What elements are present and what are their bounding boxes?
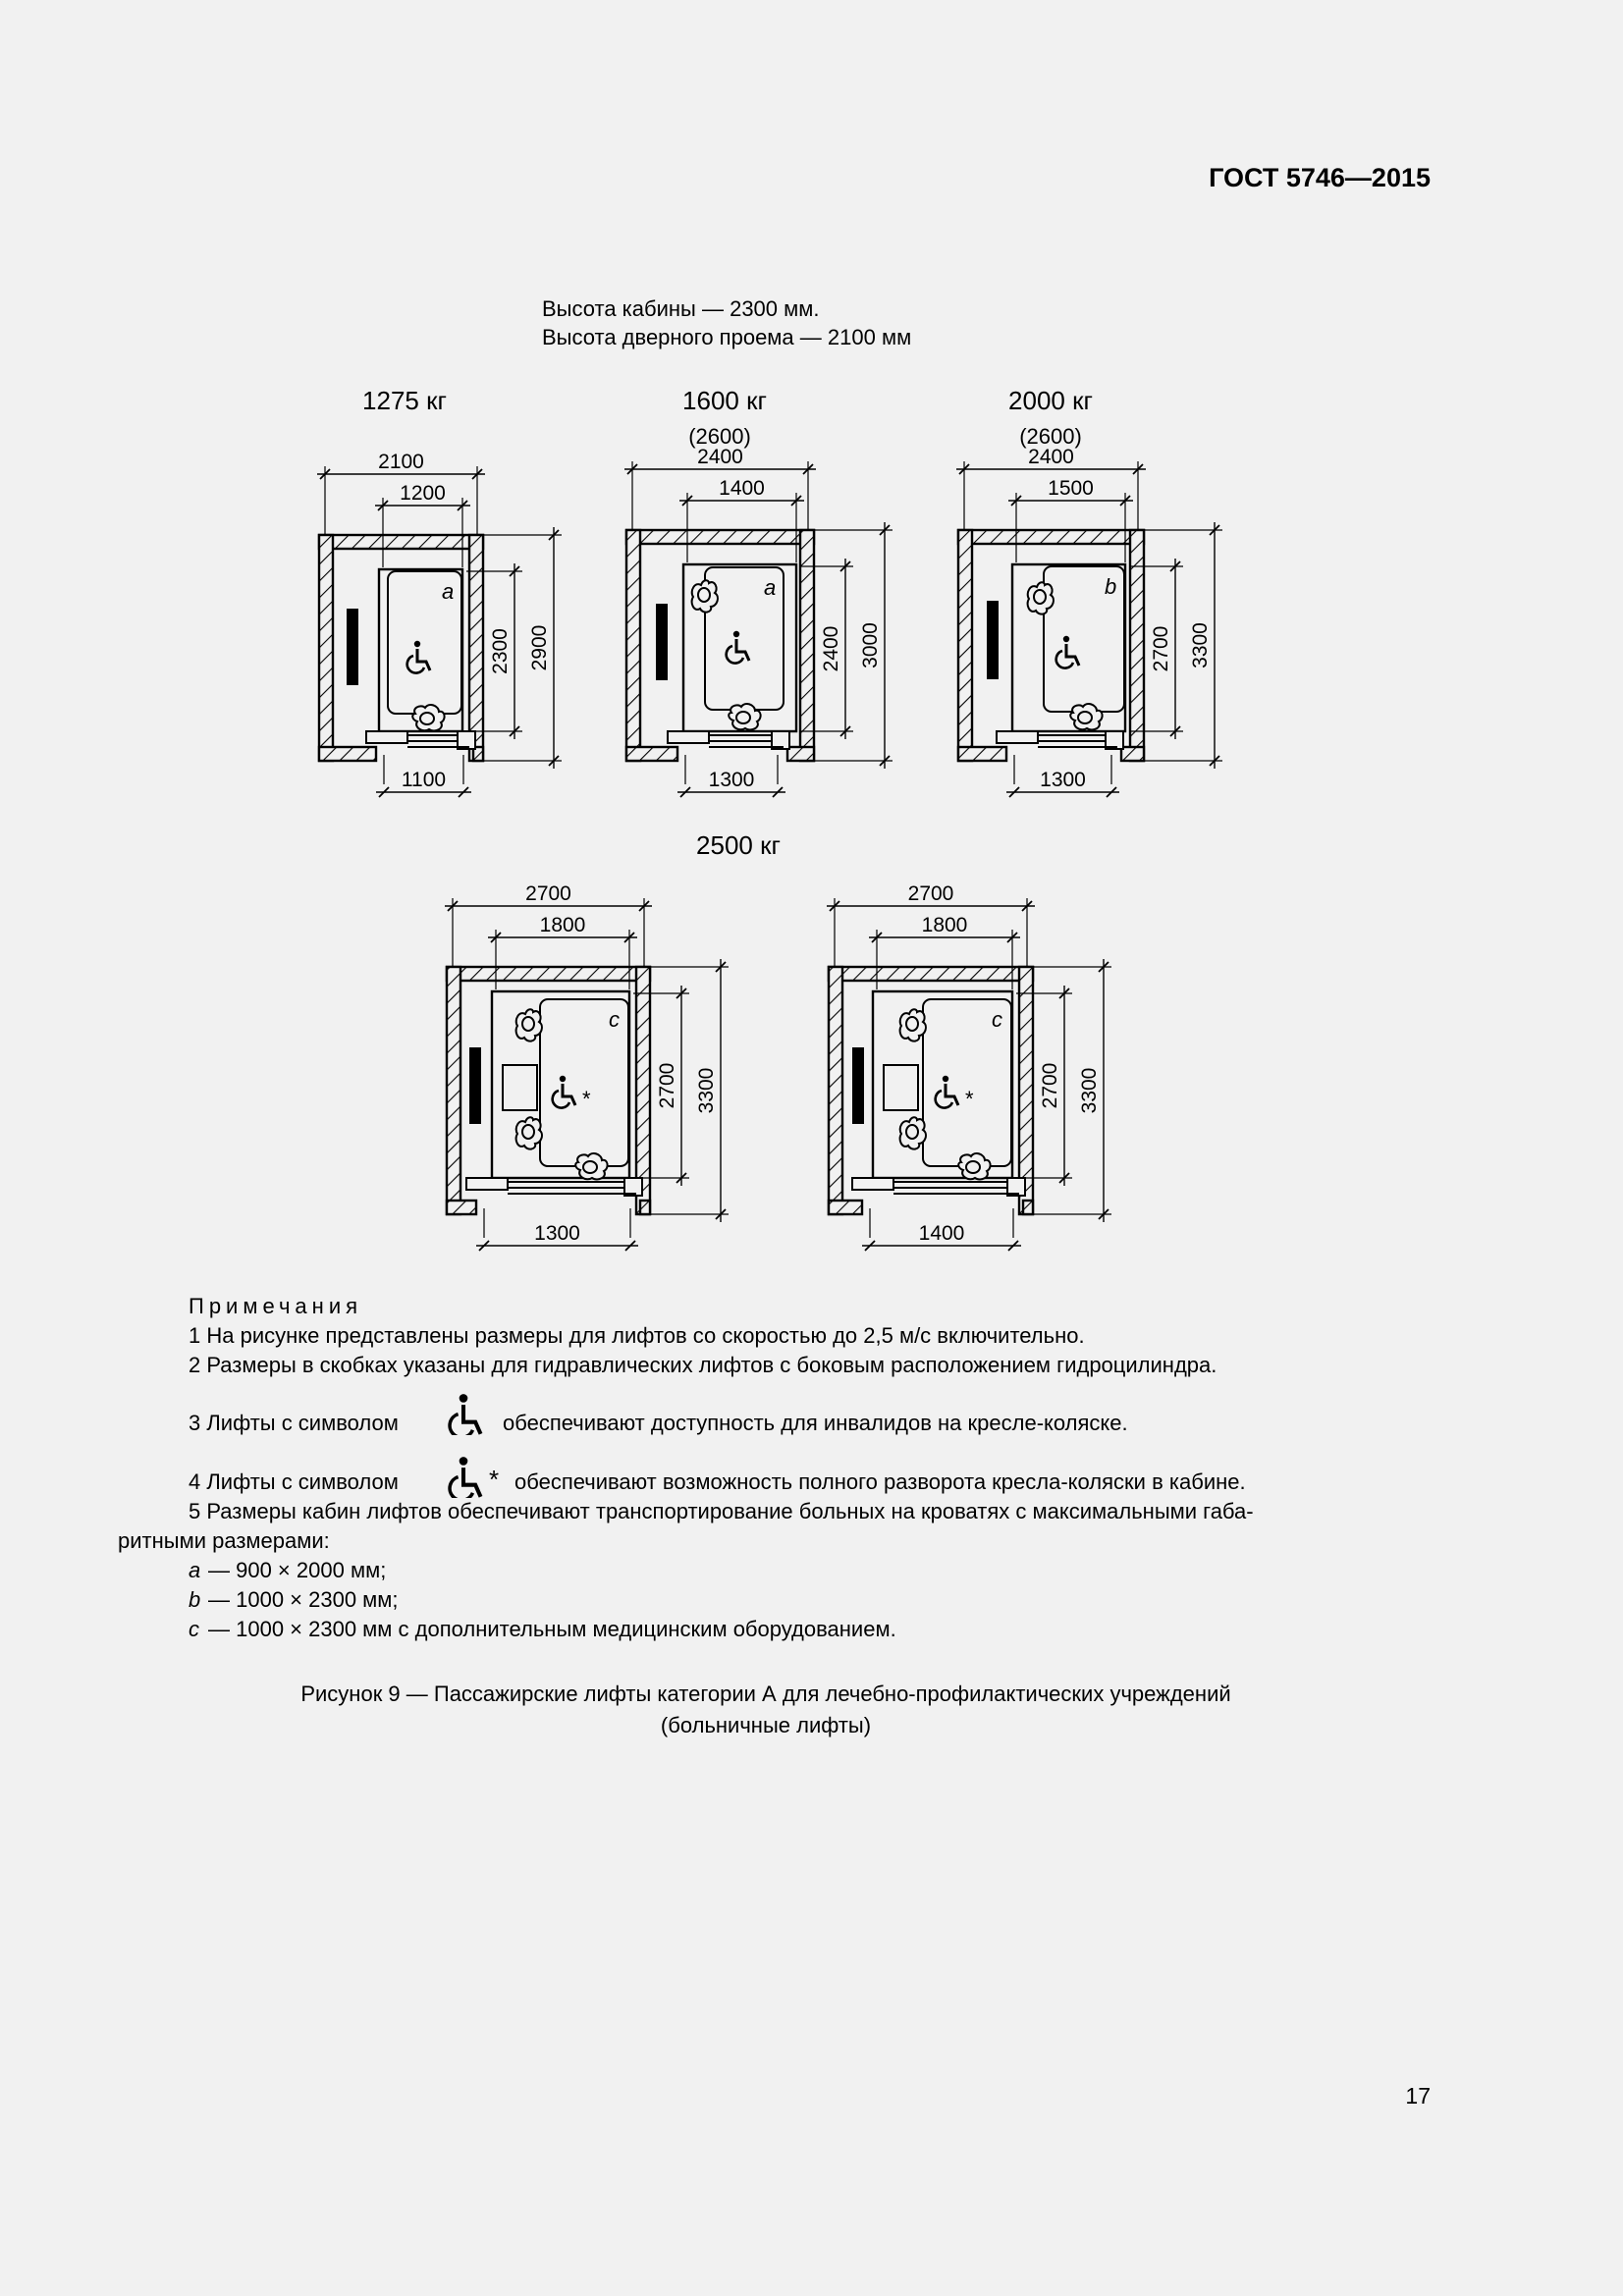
elevator-plan-4 [445,882,729,1251]
dim-car-depth: 2300 [489,628,512,674]
document-id: ГОСТ 5746—2015 [1209,163,1431,192]
dim-car-width: 1800 [921,914,968,936]
figure-caption-line2: (больничные лифты) [660,1713,872,1737]
control-panel [656,604,668,680]
dim-shaft-width: 2400 [697,446,743,468]
wheelchair-icon [936,1076,958,1108]
bed-size-b: — 1000 × 2300 мм; [208,1587,399,1612]
dim-shaft-width: 2700 [525,882,571,905]
note-5-line1: 5 Размеры кабин лифтов обеспечивают транспортирование больных на кроватях с максимальными габа- [189,1499,1254,1523]
attendant-icon [692,580,718,612]
bed-size-a: — 900 × 2000 мм; [208,1558,387,1582]
control-panel [469,1047,481,1124]
dim-shaft-depth: 3300 [695,1067,718,1114]
medical-equipment [503,1065,537,1110]
attendant-icon [575,1153,607,1179]
wheelchair-icon [407,641,430,673]
control-panel [987,601,999,679]
wheelchair-icon [446,1388,491,1435]
bed-size-c: — 1000 × 2300 мм с дополнительным медицинским оборудованием. [208,1617,896,1641]
note-3-prefix: 3 Лифты с символом [189,1411,399,1435]
dim-door-width: 1300 [708,769,755,791]
attendant-icon [516,1009,542,1041]
notes-title: Примечания [189,1294,363,1318]
attendant-icon [412,705,444,730]
note-3-text: обеспечивают доступность для инвалидов на кресле-коляске. [503,1411,1128,1435]
dim-car-depth: 2700 [1150,625,1172,672]
dim-car-depth: 2700 [656,1062,678,1109]
wheelchair-icon [1056,636,1079,668]
dim-door-width: 1100 [401,769,447,791]
elevator-plan-1 [317,451,562,797]
capacity-label-2000: 2000 кг [1008,386,1093,415]
note-1: 1 На рисунке представлены размеры для лифтов со скоростью до 2,5 м/с включительно. [189,1323,1085,1348]
door-height-note: Высота дверного проема — 2100 мм [542,325,912,349]
dim-shaft-depth: 2900 [528,624,551,671]
attendant-icon [958,1153,990,1179]
dim-shaft-width: 2700 [907,882,954,905]
dim-shaft-depth: 3300 [1078,1067,1101,1114]
capacity-sub-2000: (2600) [1019,424,1082,449]
attendant-icon [516,1117,542,1148]
bed-key-c: c [189,1617,199,1641]
dim-car-width: 1200 [400,482,446,505]
dim-car-width: 1800 [539,914,586,936]
wheelchair-icon [553,1076,575,1108]
note-2: 2 Размеры в скобках указаны для гидравлических лифтов с боковым расположением гидроцилиндра. [189,1353,1217,1377]
control-panel [347,609,358,685]
dim-shaft-width: 2100 [378,451,424,473]
control-panel [852,1047,864,1124]
dim-shaft-width: 2400 [1028,446,1074,468]
medical-equipment [884,1065,918,1110]
page-number: 17 [1405,2083,1431,2109]
wheelchair-turn-icon [446,1449,507,1498]
capacity-label-1275: 1275 кг [362,386,447,415]
capacity-sub-1600: (2600) [688,424,751,449]
figure-caption-line1: Рисунок 9 — Пассажирские лифты категории А для лечебно-профилактических учреждений [300,1682,1231,1706]
capacity-label-1600: 1600 кг [682,386,767,415]
bed-type-letter: b [1105,574,1117,599]
dim-car-width: 1400 [719,477,765,500]
dim-door-width: 1300 [534,1222,580,1245]
note-4-prefix: 4 Лифты с символом [189,1469,399,1494]
cabin-height-note: Высота кабины — 2300 мм. [542,296,820,321]
dim-shaft-depth: 3000 [859,622,882,668]
attendant-icon [729,704,760,729]
elevator-plan-3 [956,446,1222,797]
attendant-icon [1028,582,1054,614]
dim-car-width: 1500 [1048,477,1094,500]
elevator-plan-2 [624,446,893,797]
turn-asterisk: * [582,1087,591,1111]
attendant-icon [1070,704,1102,729]
elevator-plan-5 [827,882,1111,1251]
bed-key-b: b [189,1587,201,1612]
note-5-line2: ритными размерами: [118,1528,330,1553]
bed-type-letter: c [992,1007,1002,1032]
svg-text:*: * [489,1465,500,1494]
dim-car-depth: 2700 [1039,1062,1061,1109]
bed-type-letter: a [442,579,455,604]
bed-type-letter: c [609,1007,620,1032]
capacity-label-2500: 2500 кг [696,830,781,860]
dim-door-width: 1300 [1040,769,1086,791]
bed-key-a: a [189,1558,201,1582]
note-4-text: обеспечивают возможность полного разворота кресла-коляски в кабине. [514,1469,1246,1494]
wheelchair-icon [727,631,749,664]
dim-shaft-depth: 3300 [1189,622,1212,668]
turn-asterisk: * [965,1087,974,1111]
dim-door-width: 1400 [918,1222,965,1245]
bed-type-letter: a [764,575,777,600]
dim-car-depth: 2400 [820,625,842,672]
